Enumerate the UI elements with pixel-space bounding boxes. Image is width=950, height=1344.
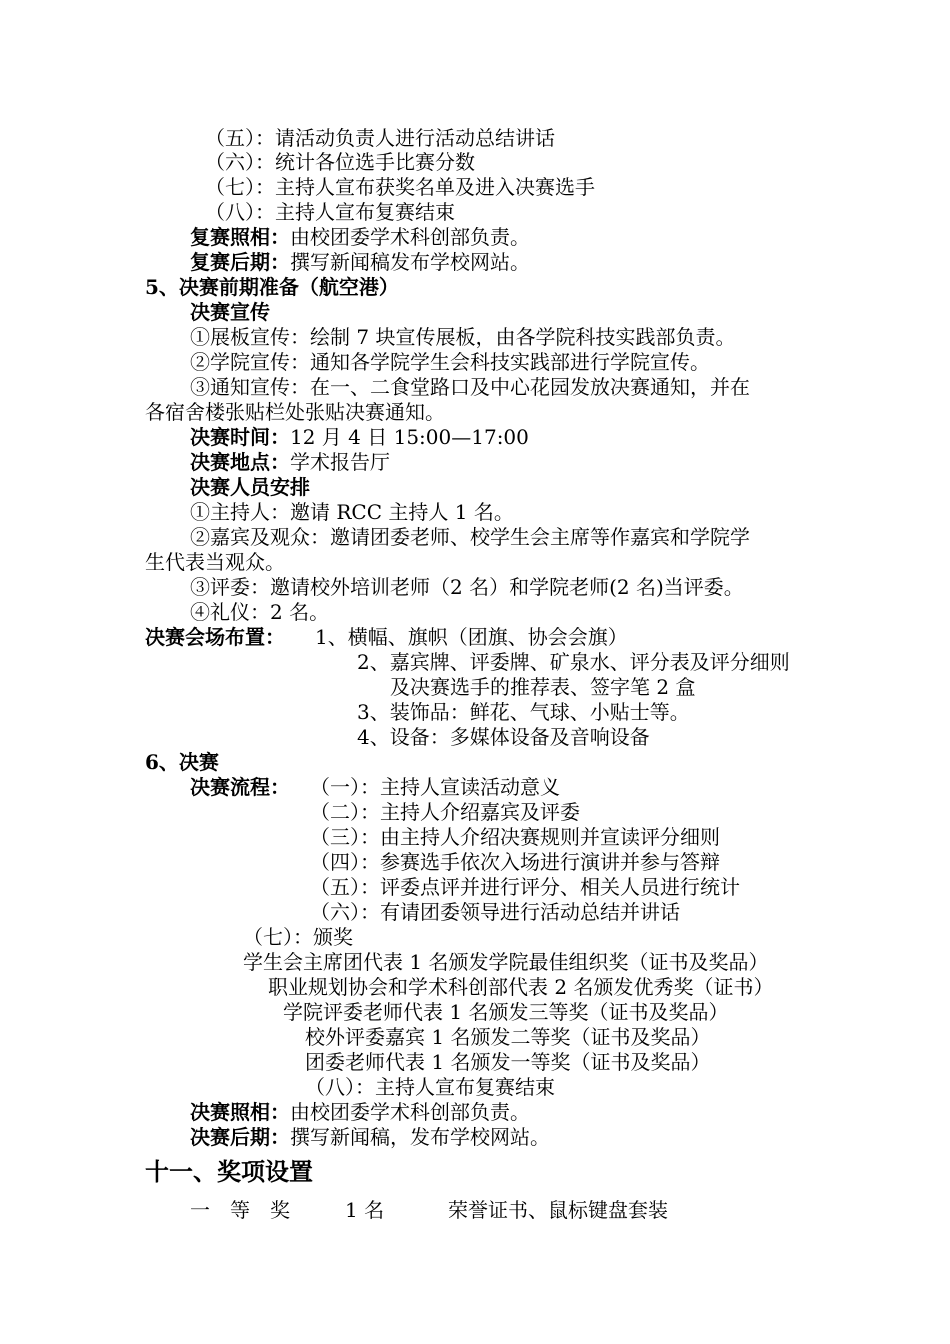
final-place-value: 学术报告厅 xyxy=(290,450,390,474)
publicity-item-notice: ③通知宣传：在一、二食堂路口及中心花园发放决赛通知，并在 xyxy=(190,375,750,399)
award-line-second: 校外评委嘉宾 1 名颁发二等奖（证书及奖品） xyxy=(305,1025,711,1049)
semi-final-post-text: 撰写新闻稿发布学校网站。 xyxy=(290,250,530,274)
award-line-first: 团委老师代表 1 名颁发一等奖（证书及奖品） xyxy=(305,1050,711,1074)
final-photo-text: 由校团委学术科创部负责。 xyxy=(290,1100,530,1124)
final-time-label: 决赛时间： xyxy=(190,425,290,449)
final-post xyxy=(190,1125,550,1149)
final-step-5: （五）：评委点评并进行评分、相关人员进行统计 xyxy=(310,875,740,899)
semi-final-step-7: （七）：主持人宣布获奖名单及进入决赛选手 xyxy=(205,175,595,199)
publicity-item-board: ①展板宣传：绘制 7 块宣传展板，由各学院科技实践部负责。 xyxy=(190,325,736,349)
semi-final-photo-text: 由校团委学术科创部负责。 xyxy=(290,225,530,249)
final-step-3: （三）：由主持人介绍决赛规则并宣读评分细则 xyxy=(310,825,720,849)
final-time xyxy=(190,425,529,449)
final-step-6: （六）：有请团委领导进行活动总结并讲话 xyxy=(310,900,680,924)
final-post-text: 撰写新闻稿，发布学校网站。 xyxy=(290,1125,550,1149)
final-publicity-label: 决赛宣传 xyxy=(190,300,270,324)
first-prize-reward: 荣誉证书、鼠标键盘套装 xyxy=(448,1198,668,1222)
section-6-heading: 6、决赛 xyxy=(145,750,219,774)
final-time-value: 12 月 4 日 15:00—17:00 xyxy=(290,425,529,449)
first-prize-count: 1 名 xyxy=(345,1198,385,1222)
staff-judges: ③评委：邀请校外培训老师（2 名）和学院老师(2 名)当评委。 xyxy=(190,575,744,599)
first-prize-name: 一 等 奖 xyxy=(190,1198,290,1222)
final-place xyxy=(190,450,390,474)
semi-final-photo-label: 复赛照相： xyxy=(190,225,290,249)
final-step-2: （二）：主持人介绍嘉宾及评委 xyxy=(310,800,580,824)
semi-final-step-5: （五）：请活动负责人进行活动总结讲话 xyxy=(205,126,555,150)
publicity-item-notice-cont: 各宿舍楼张贴栏处张贴决赛通知。 xyxy=(145,400,445,424)
venue-item-4: 4、设备：多媒体设备及音响设备 xyxy=(357,725,650,749)
venue-item-2-cont: 及决赛选手的推荐表、签字笔 2 盒 xyxy=(390,675,696,699)
final-step-1: （一）：主持人宣读活动意义 xyxy=(310,775,560,799)
staff-etiquette: ④礼仪：2 名。 xyxy=(190,600,330,624)
semi-final-photo xyxy=(190,225,530,249)
publicity-item-college: ②学院宣传：通知各学院学生会科技实践部进行学院宣传。 xyxy=(190,350,710,374)
final-staff-label: 决赛人员安排 xyxy=(190,475,310,499)
award-line-third: 学院评委老师代表 1 名颁发三等奖（证书及奖品） xyxy=(283,1000,729,1024)
venue-item-1: 1、横幅、旗帜（团旗、协会会旗） xyxy=(315,625,628,649)
final-place-label: 决赛地点： xyxy=(190,450,290,474)
staff-guests-cont: 生代表当观众。 xyxy=(145,550,285,574)
award-line-excellence: 职业规划协会和学术科创部代表 2 名颁发优秀奖（证书） xyxy=(268,975,774,999)
final-photo xyxy=(190,1100,530,1124)
semi-final-step-6: （六）：统计各位选手比赛分数 xyxy=(205,150,475,174)
final-post-label: 决赛后期： xyxy=(190,1125,290,1149)
semi-final-post xyxy=(190,250,530,274)
award-line-organization: 学生会主席团代表 1 名颁发学院最佳组织奖（证书及奖品） xyxy=(243,950,769,974)
semi-final-post-label: 复赛后期： xyxy=(190,250,290,274)
staff-guests: ②嘉宾及观众：邀请团委老师、校学生会主席等作嘉宾和学院学 xyxy=(190,525,750,549)
final-step-7: （七）：颁奖 xyxy=(243,925,353,949)
final-process-label: 决赛流程： xyxy=(190,775,290,799)
final-step-4: （四）：参赛选手依次入场进行演讲并参与答辩 xyxy=(310,850,720,874)
venue-item-2: 2、嘉宾牌、评委牌、矿泉水、评分表及评分细则 xyxy=(357,650,790,674)
section-11-heading: 十一、奖项设置 xyxy=(145,1157,313,1186)
venue-item-3: 3、装饰品：鲜花、气球、小贴士等。 xyxy=(357,700,690,724)
final-step-8: （八）：主持人宣布复赛结束 xyxy=(305,1075,555,1099)
final-photo-label: 决赛照相： xyxy=(190,1100,290,1124)
staff-host: ①主持人：邀请 RCC 主持人 1 名。 xyxy=(190,500,514,524)
semi-final-step-8: （八）：主持人宣布复赛结束 xyxy=(205,200,455,224)
venue-label: 决赛会场布置： xyxy=(145,625,285,649)
section-5-heading: 5、决赛前期准备（航空港） xyxy=(145,275,399,299)
